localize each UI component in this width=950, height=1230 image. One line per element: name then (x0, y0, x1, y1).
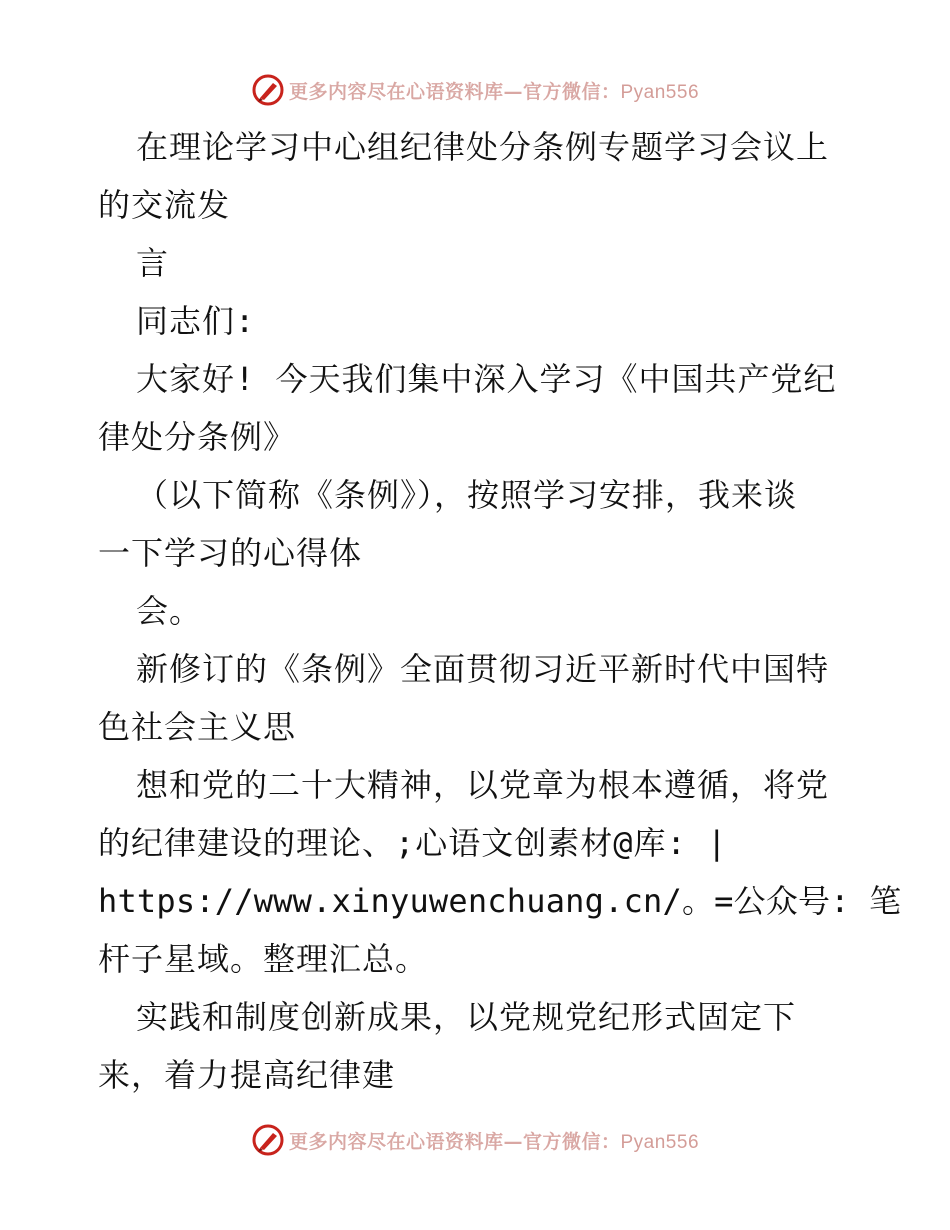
text-line: 大家好! 今天我们集中深入学习《中国共产党纪 (136, 360, 837, 398)
text-line: 想和党的二十大精神，以党章为根本遵循，将党 (136, 766, 830, 804)
text-line-url: https://www.xinyuwenchuang.cn/。=公众号: 笔 (98, 882, 902, 920)
text-line: 一下学习的心得体 (98, 534, 363, 572)
pen-logo-icon (251, 73, 285, 107)
text-line: 的交流发 (98, 186, 231, 224)
text-line: 来，着力提高纪律建 (98, 1056, 396, 1094)
header-watermark-banner (0, 70, 950, 110)
text-line: 的纪律建设的理论、;心语文创素材@库: | (98, 824, 728, 862)
text-line: 在理论学习中心组纪律处分条例专题学习会议上 (136, 128, 830, 166)
text-line: 实践和制度创新成果，以党规党纪形式固定下 (136, 998, 797, 1036)
pen-logo-icon (251, 1123, 285, 1157)
header-banner-text: 更多内容尽在心语资料库—官方微信：Pyan556 (288, 80, 700, 103)
text-line: 言 (136, 244, 170, 282)
text-line: 律处分条例》 (98, 418, 297, 456)
text-line: （以下简称《条例》），按照学习安排，我来谈 (136, 476, 798, 514)
text-line: 杆子星域。整理汇总。 (98, 940, 429, 978)
document-body (98, 118, 902, 1104)
text-line: 新修订的《条例》全面贯彻习近平新时代中国特 (136, 650, 830, 688)
footer-banner-text: 更多内容尽在心语资料库—官方微信：Pyan556 (288, 1130, 700, 1153)
text-line: 色社会主义思 (98, 708, 297, 746)
text-line: 同志们: (136, 302, 256, 340)
footer-watermark-banner (0, 1120, 950, 1160)
text-line: 会。 (136, 592, 203, 630)
